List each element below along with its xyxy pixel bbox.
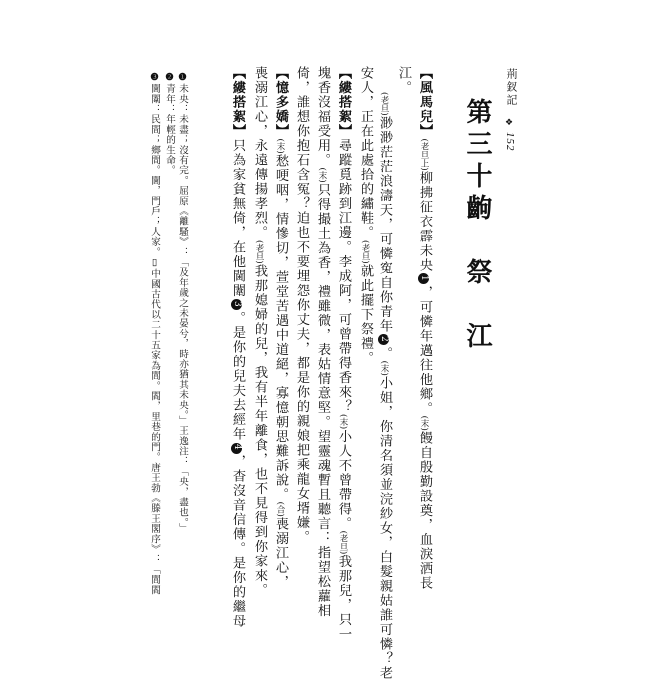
note-marker: 1	[419, 275, 429, 283]
tune-name: 【憶多嬌】	[273, 66, 288, 139]
text-column	[357, 66, 373, 365]
note-marker: 4	[232, 444, 242, 452]
verse-text: 柳拂征衣霹未央	[417, 170, 432, 273]
tune-name: 【縷搭絮】	[336, 66, 351, 139]
verse-text: 塊香沒福受用。	[315, 66, 330, 168]
note-marker: 2	[379, 336, 389, 344]
tune-name: 【縷搭絮】	[230, 66, 245, 139]
verse-text: ，杳沒音信傳。是你的繼母	[230, 454, 245, 629]
footnote	[176, 72, 188, 533]
verse-text: 只為家貧無倚，在他閫闈	[230, 138, 245, 298]
tune-name: 【風馬兒】	[417, 66, 432, 139]
role-direction: (末)	[419, 415, 429, 431]
text-column	[335, 66, 351, 641]
page-number: 152	[504, 132, 516, 152]
verse-text: 喪溺江心，永遠傳揚孝烈。	[252, 66, 267, 240]
footnote-number: ❸	[149, 72, 160, 84]
text-column	[314, 66, 330, 618]
footnote-text: 閫闈：民間；鄉間。閫，門戶；人家。▯中國古代以二十五家為閭。閻，里巷的門。唐王勃《滕王閣序》：「閭閻	[149, 83, 160, 596]
verse-text: 我那兒，只一	[336, 554, 351, 642]
role-direction: (老旦)	[338, 530, 348, 555]
text-column	[293, 66, 309, 545]
role-direction: (老旦上)	[419, 138, 429, 171]
role-direction: (末)	[275, 138, 285, 154]
verse-text: ，可憐年邁往他鄉。	[417, 285, 432, 416]
verse-text: 喪溺江心，	[273, 516, 288, 590]
role-direction: (老旦)	[254, 240, 264, 264]
text-column	[376, 92, 392, 680]
text-column	[229, 66, 245, 629]
verse-text: 就此擺下祭禮。	[358, 263, 373, 366]
footnote-number: ❷	[164, 72, 175, 84]
text-column	[272, 66, 288, 589]
verse-text: 愁哽咽，情慘切，萱堂苦遇中道絕，寡憶朝思難訴說。	[273, 153, 288, 502]
role-direction: (老旦)	[379, 92, 389, 116]
footnote-number: ❶	[177, 72, 188, 84]
verse-text: 饅自殷勤設奠，血淚洒長	[417, 430, 432, 591]
verse-text: 小姐，你清名須並浣紗女，白髮親姑誰可憐？老	[377, 375, 392, 680]
role-direction: (合)	[275, 501, 285, 517]
verse-text: 倚，誰想你抱石含冤？迫也不要埋怨你丈夫，都是你的親娘把乘龍女壻嫌。	[294, 66, 309, 545]
text-column	[416, 66, 432, 590]
role-direction: (末)	[338, 414, 348, 430]
footnote	[163, 72, 175, 175]
role-direction: (末)	[317, 167, 327, 183]
verse-text: 只得撮土為香，禮雖微，表姑情意堅。望靈魂暫且聽言：指望松蘿相	[315, 182, 330, 618]
verse-text: 。是你的兒夫去經年	[230, 311, 245, 442]
verse-text: 江。	[396, 66, 411, 95]
footnote-text: 未央：未盡；沒有完。屈原《離騷》：「及年歲之未晏兮，時亦猶其未央。」王逸注：「央，盡也。」	[177, 83, 188, 534]
verse-text: 渺渺茫茫浪濤天，可憐寃自你青年	[377, 115, 392, 334]
verse-text: 小人不曾帶得。	[336, 429, 351, 531]
footnote-text: 青年：年輕的生命。	[164, 83, 175, 176]
role-direction: (老旦)	[360, 240, 370, 264]
role-direction: (末)	[379, 360, 389, 376]
text-column	[395, 66, 411, 95]
header-separator-icon: ❖	[505, 118, 514, 128]
verse-text: 。	[377, 346, 392, 361]
running-header-title: 荊釵記	[505, 68, 518, 107]
text-column	[251, 66, 267, 597]
chapter-title: 第三十齣 祭 江	[462, 98, 492, 354]
note-marker: 3	[232, 300, 242, 309]
verse-text: 尋蹤覓跡到江邊。李成阿，可曾帶得香來？	[336, 138, 351, 414]
verse-text: 安人，正在此處拾的繡鞋。	[358, 66, 373, 240]
footnote	[148, 72, 160, 595]
verse-text: 我那媳婦的兒，我有半年離食，也不見得到你家來。	[252, 263, 267, 598]
